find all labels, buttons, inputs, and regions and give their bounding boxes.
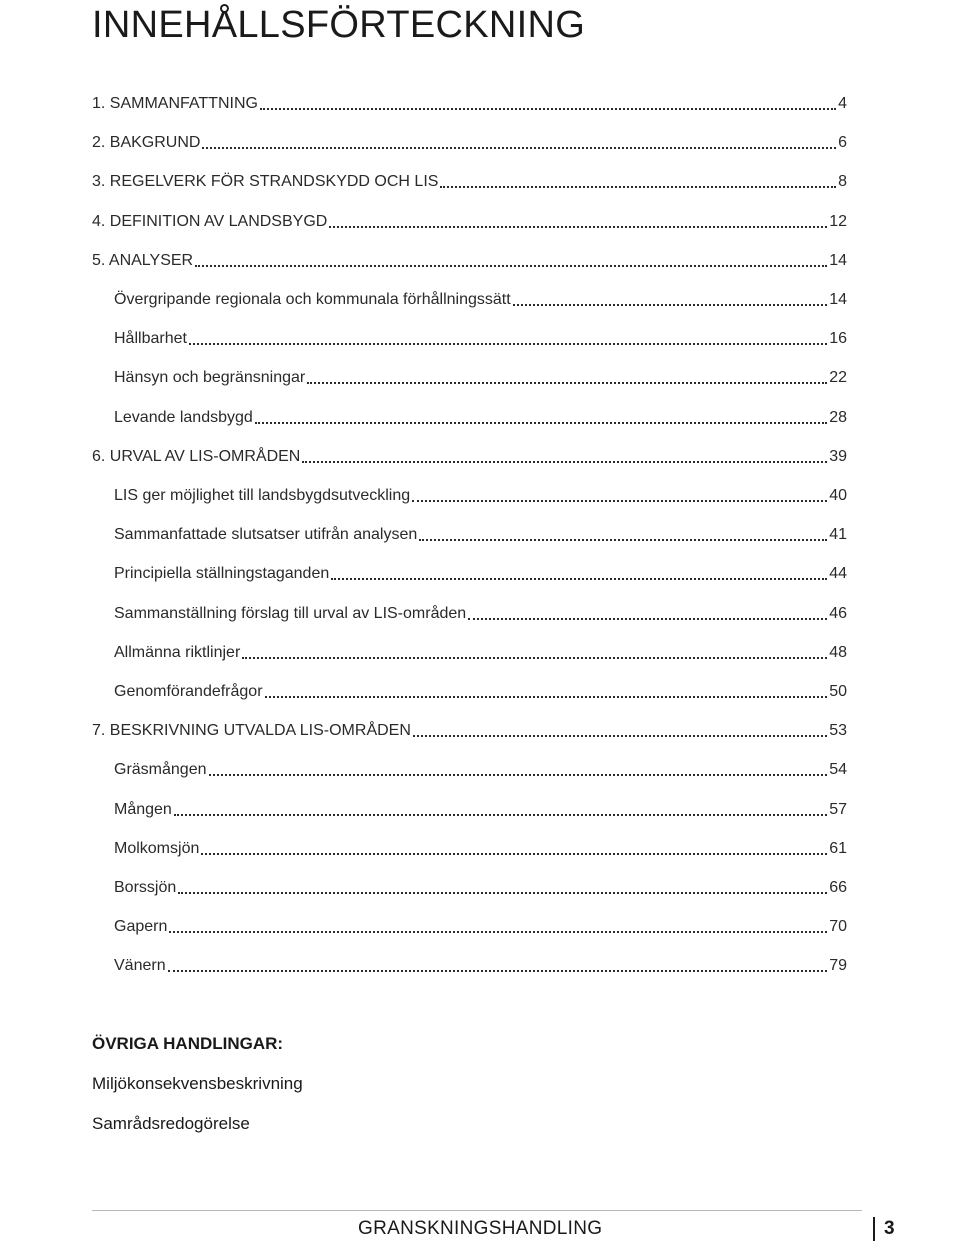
toc-entry-label: Hänsyn och begränsningar <box>114 369 306 386</box>
toc-entry-page-number: 79 <box>829 957 847 974</box>
toc-entry-label: Sammanställning förslag till urval av LIS-områden <box>114 605 467 622</box>
toc-entry[interactable] <box>114 521 847 545</box>
toc-entry[interactable] <box>114 482 847 506</box>
toc-entry-page-number: 8 <box>838 173 847 190</box>
toc-entry-label: 4. DEFINITION AV LANDSBYGD <box>92 213 328 230</box>
toc-dot-leader <box>468 618 827 620</box>
toc-entry-label: 3. REGELVERK FÖR STRANDSKYDD OCH LIS <box>92 173 439 190</box>
toc-entry-page-number: 6 <box>838 134 847 151</box>
toc-entry-page-number: 54 <box>829 761 847 778</box>
footer-divider <box>92 1210 862 1211</box>
toc-dot-leader <box>168 970 828 972</box>
toc-entry[interactable] <box>92 247 847 271</box>
toc-entry-page-number: 41 <box>829 526 847 543</box>
toc-dot-leader <box>242 657 827 659</box>
toc-dot-leader <box>189 343 827 345</box>
toc-dot-leader <box>265 696 828 698</box>
toc-entry[interactable] <box>114 678 847 702</box>
toc-dot-leader <box>255 422 827 424</box>
toc-entry-page-number: 50 <box>829 683 847 700</box>
toc-dot-leader <box>202 147 836 149</box>
toc-entry-label: Allmänna riktlinjer <box>114 644 241 661</box>
toc-entry-page-number: 40 <box>829 487 847 504</box>
other-document-item[interactable]: Samrådsredogörelse <box>92 1114 250 1133</box>
toc-entry[interactable] <box>114 835 847 859</box>
toc-entry-page-number: 14 <box>829 291 847 308</box>
toc-entry[interactable] <box>114 796 847 820</box>
toc-dot-leader <box>329 226 827 228</box>
toc-dot-leader <box>178 892 827 894</box>
toc-entry-page-number: 57 <box>829 801 847 818</box>
toc-dot-leader <box>195 265 827 267</box>
toc-dot-leader <box>440 186 836 188</box>
toc-dot-leader <box>331 578 827 580</box>
toc-entry-label: Levande landsbygd <box>114 409 253 426</box>
toc-entry[interactable] <box>114 952 847 976</box>
toc-entry-label: Molkomsjön <box>114 840 200 857</box>
toc-dot-leader <box>307 382 827 384</box>
toc-entry-label: Borssjön <box>114 879 177 896</box>
other-document-item[interactable]: Miljökonsekvensbeskrivning <box>92 1074 303 1093</box>
toc-entry-page-number: 4 <box>838 95 847 112</box>
toc-entry-label: Hållbarhet <box>114 330 187 347</box>
toc-entry-label: Genomförandefrågor <box>114 683 263 700</box>
toc-entry[interactable] <box>114 600 847 624</box>
toc-entry-label: LIS ger möjlighet till landsbygdsutveckling <box>114 487 411 504</box>
toc-entry-label: 2. BAKGRUND <box>92 134 201 151</box>
toc-entry[interactable] <box>114 404 847 428</box>
toc-dot-leader <box>412 500 827 502</box>
toc-entry-label: Vänern <box>114 957 166 974</box>
toc-entry-label: Gapern <box>114 918 168 935</box>
toc-entry[interactable] <box>92 717 847 741</box>
toc-entry[interactable] <box>92 208 847 232</box>
toc-entry-page-number: 44 <box>829 565 847 582</box>
toc-entry-label: 6. URVAL AV LIS-OMRÅDEN <box>92 448 301 465</box>
toc-dot-leader <box>260 108 836 110</box>
toc-entry-label: Principiella ställningstaganden <box>114 565 330 582</box>
toc-entry[interactable] <box>92 168 847 192</box>
toc-dot-leader <box>419 539 827 541</box>
toc-entry[interactable] <box>114 364 847 388</box>
toc-entry-page-number: 53 <box>829 722 847 739</box>
toc-dot-leader <box>174 814 827 816</box>
toc-entry-label: Gräsmången <box>114 761 207 778</box>
toc-entry[interactable] <box>114 639 847 663</box>
toc-entry[interactable] <box>114 874 847 898</box>
toc-dot-leader <box>513 304 828 306</box>
toc-entry-page-number: 61 <box>829 840 847 857</box>
footer-page-number: 3 <box>884 1218 895 1239</box>
toc-entry-page-number: 12 <box>829 213 847 230</box>
toc-dot-leader <box>413 735 827 737</box>
toc-entry-label: Mången <box>114 801 172 818</box>
toc-entry-page-number: 28 <box>829 409 847 426</box>
toc-dot-leader <box>302 461 827 463</box>
toc-entry-page-number: 16 <box>829 330 847 347</box>
toc-dot-leader <box>169 931 827 933</box>
toc-entry-page-number: 39 <box>829 448 847 465</box>
toc-dot-leader <box>209 774 828 776</box>
toc-entry[interactable] <box>114 756 847 780</box>
toc-entry[interactable] <box>114 325 847 349</box>
toc-entry-page-number: 14 <box>829 252 847 269</box>
toc-entry[interactable] <box>114 560 847 584</box>
toc-dot-leader <box>201 853 827 855</box>
toc-entry-label: 7. BESKRIVNING UTVALDA LIS-OMRÅDEN <box>92 722 411 739</box>
toc-entry-label: Övergripande regionala och kommunala förhållningssätt <box>114 291 511 308</box>
page-title: INNEHÅLLSFÖRTECKNING <box>92 4 586 46</box>
toc-entry-label: 1. SAMMANFATTNING <box>92 95 258 112</box>
toc-entry-label: 5. ANALYSER <box>92 252 194 269</box>
toc-entry-page-number: 48 <box>829 644 847 661</box>
toc-entry-page-number: 70 <box>829 918 847 935</box>
toc-entry[interactable] <box>92 90 847 114</box>
toc-entry-page-number: 66 <box>829 879 847 896</box>
toc-entry-page-number: 22 <box>829 369 847 386</box>
footer-label: GRANSKNINGSHANDLING <box>358 1218 603 1239</box>
footer-separator <box>873 1217 875 1241</box>
toc-entry[interactable] <box>92 129 847 153</box>
toc-entry[interactable] <box>114 286 847 310</box>
toc-entry[interactable] <box>114 913 847 937</box>
toc-entry-page-number: 46 <box>829 605 847 622</box>
toc-entry[interactable] <box>92 443 847 467</box>
other-documents-heading: ÖVRIGA HANDLINGAR: <box>92 1034 284 1053</box>
toc-entry-label: Sammanfattade slutsatser utifrån analysen <box>114 526 418 543</box>
